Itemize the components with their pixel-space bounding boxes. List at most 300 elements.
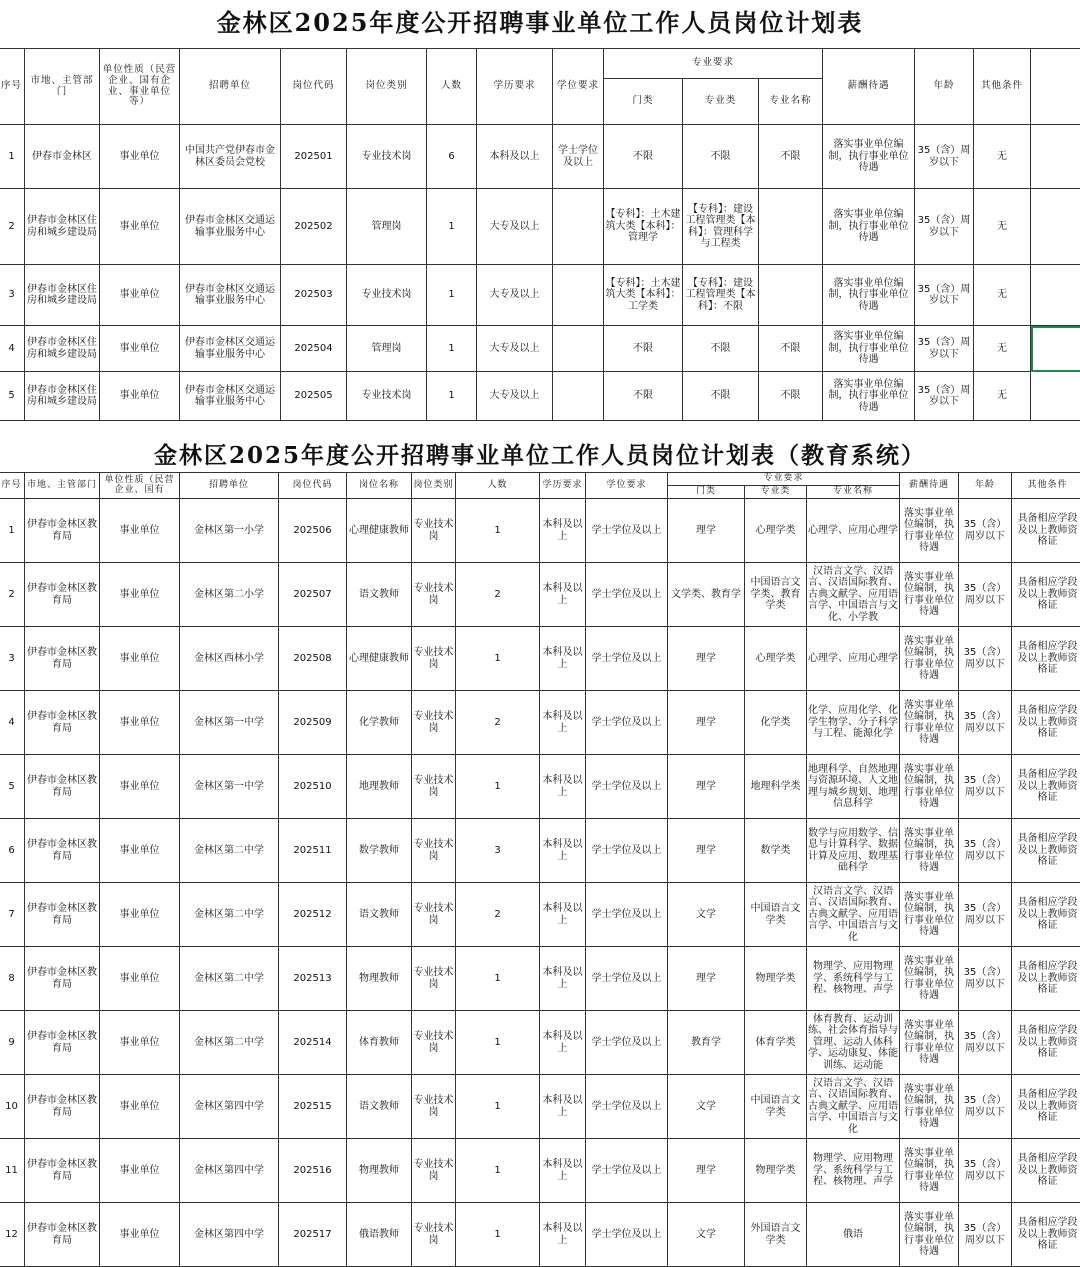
cell-salary[interactable]: 落实事业单位编制，执行事业单位待遇 bbox=[900, 691, 959, 755]
cell-count[interactable]: 1 bbox=[427, 189, 477, 265]
cell-dept[interactable]: 伊春市金林区住房和城乡建设局 bbox=[25, 189, 100, 265]
cell-nature[interactable]: 事业单位 bbox=[100, 627, 180, 691]
cell-education[interactable]: 本科及以上 bbox=[540, 819, 586, 883]
cell-category[interactable]: 专业技术岗 bbox=[347, 265, 427, 326]
cell-nature[interactable]: 事业单位 bbox=[100, 883, 180, 947]
cell-category[interactable]: 专业技术岗 bbox=[412, 947, 456, 1011]
cell-count[interactable]: 3 bbox=[456, 819, 540, 883]
cell-dept[interactable]: 伊春市金林区住房和城乡建设局 bbox=[25, 326, 100, 372]
cell-category[interactable]: 管理岗 bbox=[347, 326, 427, 372]
cell-position[interactable]: 地理教师 bbox=[347, 755, 412, 819]
cell-seq[interactable]: 2 bbox=[0, 189, 25, 265]
cell-nature[interactable]: 事业单位 bbox=[100, 189, 180, 265]
cell-other[interactable]: 无 bbox=[974, 189, 1031, 265]
header-education: 学历要求 bbox=[477, 49, 553, 125]
header-unit: 招聘单位 bbox=[180, 473, 279, 499]
cell-major-class[interactable]: 心理学类 bbox=[745, 499, 807, 563]
cell-education[interactable]: 本科及以上 bbox=[477, 125, 553, 189]
header-nature: 单位性质（民营企业、国有企业、事业单位等） bbox=[100, 49, 180, 125]
cell-seq[interactable]: 5 bbox=[0, 755, 25, 819]
cell-degree[interactable] bbox=[553, 189, 604, 265]
cell-major-class[interactable]: 【专科】：建设工程管理类【本科】：不限 bbox=[683, 265, 759, 326]
cell-age[interactable]: 35（含）周岁以下 bbox=[959, 563, 1012, 627]
cell-seq[interactable]: 4 bbox=[0, 326, 25, 372]
cell-major-class[interactable]: 中国语言文学类 bbox=[745, 883, 807, 947]
cell-salary[interactable]: 落实事业单位编制，执行事业单位待遇 bbox=[823, 125, 915, 189]
cell-major-class[interactable]: 中国语言文学类 bbox=[745, 1075, 807, 1139]
cell-dept[interactable]: 伊春市金林区住房和城乡建设局 bbox=[25, 372, 100, 421]
cell-empty[interactable] bbox=[1031, 189, 1080, 265]
cell-count[interactable]: 1 bbox=[456, 1011, 540, 1075]
cell-seq[interactable]: 7 bbox=[0, 883, 25, 947]
cell-major-class[interactable]: 不限 bbox=[683, 125, 759, 189]
cell-field[interactable]: 理学 bbox=[668, 691, 745, 755]
cell-code[interactable]: 202508 bbox=[279, 627, 347, 691]
cell-major-name[interactable]: 汉语言文学、汉语言、汉语国际教育、古典文献学、应用语言学、中国语言与文化、小学教 bbox=[807, 563, 900, 627]
cell-degree[interactable]: 学士学位及以上 bbox=[586, 883, 668, 947]
cell-seq[interactable]: 3 bbox=[0, 627, 25, 691]
cell-other[interactable]: 无 bbox=[974, 326, 1031, 372]
cell-salary[interactable]: 落实事业单位编制，执行事业单位待遇 bbox=[900, 499, 959, 563]
cell-unit[interactable]: 中国共产党伊春市金林区委员会党校 bbox=[180, 125, 281, 189]
cell-seq[interactable]: 5 bbox=[0, 372, 25, 421]
header-code: 岗位代码 bbox=[281, 49, 347, 125]
cell-other[interactable]: 具备相应学段及以上教师资格证 bbox=[1012, 819, 1080, 883]
cell-salary[interactable]: 落实事业单位编制，执行事业单位待遇 bbox=[823, 189, 915, 265]
cell-degree[interactable] bbox=[553, 326, 604, 372]
cell-seq[interactable]: 10 bbox=[0, 1075, 25, 1139]
header-nature: 单位性质（民营企业、国有 bbox=[100, 473, 180, 499]
cell-field[interactable]: 理学 bbox=[668, 499, 745, 563]
cell-code[interactable]: 202501 bbox=[281, 125, 347, 189]
cell-field[interactable]: 理学 bbox=[668, 1139, 745, 1203]
cell-field[interactable]: 理学 bbox=[668, 755, 745, 819]
cell-degree[interactable]: 学士学位及以上 bbox=[553, 125, 604, 189]
cell-degree[interactable]: 学士学位及以上 bbox=[586, 1075, 668, 1139]
cell-major-name[interactable] bbox=[759, 265, 823, 326]
cell-unit[interactable]: 伊春市金林区交通运输事业服务中心 bbox=[180, 326, 281, 372]
header-major-class: 专业类 bbox=[745, 486, 807, 499]
cell-education[interactable]: 本科及以上 bbox=[540, 1139, 586, 1203]
cell-nature[interactable]: 事业单位 bbox=[100, 125, 180, 189]
cell-unit[interactable]: 金林区第一小学 bbox=[180, 499, 279, 563]
cell-dept[interactable]: 伊春市金林区教育局 bbox=[25, 1011, 100, 1075]
cell-age[interactable]: 35（含）周岁以下 bbox=[959, 947, 1012, 1011]
cell-category[interactable]: 专业技术岗 bbox=[412, 691, 456, 755]
cell-seq[interactable]: 6 bbox=[0, 819, 25, 883]
cell-education[interactable]: 大专及以上 bbox=[477, 265, 553, 326]
cell-seq[interactable]: 3 bbox=[0, 265, 25, 326]
cell-age[interactable]: 35（含）周岁以下 bbox=[959, 1011, 1012, 1075]
cell-major-name[interactable]: 物理学、应用物理学、系统科学与工程、核物理、声学 bbox=[807, 1139, 900, 1203]
cell-field[interactable]: 【专科】：土木建筑大类【本科】：工学类 bbox=[604, 265, 683, 326]
cell-unit[interactable]: 金林区第二小学 bbox=[180, 563, 279, 627]
cell-code[interactable]: 202513 bbox=[279, 947, 347, 1011]
cell-category[interactable]: 专业技术岗 bbox=[412, 883, 456, 947]
cell-nature[interactable]: 事业单位 bbox=[100, 1203, 180, 1267]
cell-code[interactable]: 202504 bbox=[281, 326, 347, 372]
cell-salary[interactable]: 落实事业单位编制，执行事业单位待遇 bbox=[900, 947, 959, 1011]
cell-major-name[interactable]: 俄语 bbox=[807, 1203, 900, 1267]
cell-field[interactable]: 文学 bbox=[668, 1203, 745, 1267]
cell-other[interactable]: 无 bbox=[974, 265, 1031, 326]
cell-salary[interactable]: 落实事业单位编制，执行事业单位待遇 bbox=[900, 1075, 959, 1139]
cell-nature[interactable]: 事业单位 bbox=[100, 691, 180, 755]
cell-category[interactable]: 专业技术岗 bbox=[347, 372, 427, 421]
cell-dept[interactable]: 伊春市金林区教育局 bbox=[25, 499, 100, 563]
header-dept: 市地、主管部门 bbox=[25, 49, 100, 125]
cell-other[interactable]: 具备相应学段及以上教师资格证 bbox=[1012, 755, 1080, 819]
cell-count[interactable]: 1 bbox=[456, 947, 540, 1011]
table-row bbox=[0, 189, 1080, 265]
cell-unit[interactable]: 伊春市金林区交通运输事业服务中心 bbox=[180, 372, 281, 421]
header-major-req: 专业要求 bbox=[604, 49, 823, 79]
cell-nature[interactable]: 事业单位 bbox=[100, 499, 180, 563]
cell-unit[interactable]: 金林区第四中学 bbox=[180, 1075, 279, 1139]
cell-count[interactable]: 1 bbox=[427, 265, 477, 326]
cell-major-class[interactable]: 【专科】：建设工程管理类【本科】：管理科学与工程类 bbox=[683, 189, 759, 265]
header-count: 人数 bbox=[456, 473, 540, 499]
cell-other[interactable]: 具备相应学段及以上教师资格证 bbox=[1012, 1203, 1080, 1267]
cell-code[interactable]: 202511 bbox=[279, 819, 347, 883]
cell-count[interactable]: 2 bbox=[456, 691, 540, 755]
cell-major-name[interactable]: 物理学、应用物理学、系统科学与工程、核物理、声学 bbox=[807, 947, 900, 1011]
cell-age[interactable]: 35（含）周岁以下 bbox=[959, 499, 1012, 563]
cell-age[interactable]: 35（含）周岁以下 bbox=[959, 883, 1012, 947]
cell-count[interactable]: 2 bbox=[456, 563, 540, 627]
cell-dept[interactable]: 伊春市金林区教育局 bbox=[25, 691, 100, 755]
cell-major-class[interactable]: 体育学类 bbox=[745, 1011, 807, 1075]
cell-degree[interactable]: 学士学位及以上 bbox=[586, 499, 668, 563]
cell-unit[interactable]: 金林区第二中学 bbox=[180, 883, 279, 947]
cell-seq[interactable]: 1 bbox=[0, 499, 25, 563]
cell-other[interactable]: 具备相应学段及以上教师资格证 bbox=[1012, 691, 1080, 755]
cell-salary[interactable]: 落实事业单位编制，执行事业单位待遇 bbox=[823, 326, 915, 372]
cell-category[interactable]: 专业技术岗 bbox=[412, 1139, 456, 1203]
cell-salary[interactable]: 落实事业单位编制，执行事业单位待遇 bbox=[900, 627, 959, 691]
cell-major-class[interactable]: 化学类 bbox=[745, 691, 807, 755]
cell-unit[interactable]: 金林区第二中学 bbox=[180, 947, 279, 1011]
cell-degree[interactable]: 学士学位及以上 bbox=[586, 1011, 668, 1075]
cell-category[interactable]: 专业技术岗 bbox=[412, 499, 456, 563]
cell-education[interactable]: 本科及以上 bbox=[540, 691, 586, 755]
cell-other[interactable]: 具备相应学段及以上教师资格证 bbox=[1012, 1075, 1080, 1139]
cell-count[interactable]: 1 bbox=[456, 1075, 540, 1139]
cell-dept[interactable]: 伊春市金林区教育局 bbox=[25, 627, 100, 691]
cell-position[interactable]: 语文教师 bbox=[347, 883, 412, 947]
cell-count[interactable]: 1 bbox=[456, 1139, 540, 1203]
cell-major-name[interactable]: 化学、应用化学、化学生物学、分子科学与工程、能源化学 bbox=[807, 691, 900, 755]
cell-education[interactable]: 本科及以上 bbox=[540, 947, 586, 1011]
cell-other[interactable]: 具备相应学段及以上教师资格证 bbox=[1012, 499, 1080, 563]
cell-count[interactable]: 1 bbox=[456, 755, 540, 819]
cell-education[interactable]: 本科及以上 bbox=[540, 1203, 586, 1267]
cell-major-name[interactable]: 汉语言文学、汉语言、汉语国际教育、古典文献学、应用语言学、中国语言与文化 bbox=[807, 883, 900, 947]
cell-category[interactable]: 专业技术岗 bbox=[412, 1011, 456, 1075]
cell-count[interactable]: 1 bbox=[427, 326, 477, 372]
cell-category[interactable]: 管理岗 bbox=[347, 189, 427, 265]
cell-nature[interactable]: 事业单位 bbox=[100, 265, 180, 326]
cell-major-class[interactable]: 不限 bbox=[683, 326, 759, 372]
cell-education[interactable]: 本科及以上 bbox=[540, 755, 586, 819]
cell-count[interactable]: 1 bbox=[456, 627, 540, 691]
header-code: 岗位代码 bbox=[279, 473, 347, 499]
cell-education[interactable]: 大专及以上 bbox=[477, 189, 553, 265]
cell-unit[interactable]: 金林区第二中学 bbox=[180, 1011, 279, 1075]
cell-age[interactable]: 35（含）周岁以下 bbox=[959, 755, 1012, 819]
cell-count[interactable]: 1 bbox=[456, 1203, 540, 1267]
cell-empty[interactable] bbox=[1031, 326, 1080, 372]
cell-age[interactable]: 35（含）周岁以下 bbox=[915, 265, 974, 326]
table-row bbox=[0, 1203, 1080, 1267]
cell-empty[interactable] bbox=[1031, 125, 1080, 189]
cell-category[interactable]: 专业技术岗 bbox=[412, 755, 456, 819]
cell-major-name[interactable]: 不限 bbox=[759, 372, 823, 421]
cell-education[interactable]: 本科及以上 bbox=[540, 499, 586, 563]
cell-category[interactable]: 专业技术岗 bbox=[347, 125, 427, 189]
cell-position[interactable]: 心理健康教师 bbox=[347, 627, 412, 691]
header-age: 年龄 bbox=[915, 49, 974, 125]
cell-unit[interactable]: 金林区第一中学 bbox=[180, 755, 279, 819]
cell-empty[interactable] bbox=[1031, 265, 1080, 326]
cell-seq[interactable]: 2 bbox=[0, 563, 25, 627]
cell-dept[interactable]: 伊春市金林区教育局 bbox=[25, 1139, 100, 1203]
cell-other[interactable]: 具备相应学段及以上教师资格证 bbox=[1012, 1011, 1080, 1075]
cell-dept[interactable]: 伊春市金林区教育局 bbox=[25, 563, 100, 627]
cell-age[interactable]: 35（含）周岁以下 bbox=[915, 189, 974, 265]
cell-degree[interactable]: 学士学位及以上 bbox=[586, 819, 668, 883]
cell-field[interactable]: 理学 bbox=[668, 627, 745, 691]
cell-dept[interactable]: 伊春市金林区教育局 bbox=[25, 947, 100, 1011]
cell-code[interactable]: 202516 bbox=[279, 1139, 347, 1203]
cell-field[interactable]: 不限 bbox=[604, 125, 683, 189]
table-row bbox=[0, 627, 1080, 691]
cell-nature[interactable]: 事业单位 bbox=[100, 947, 180, 1011]
cell-salary[interactable]: 落实事业单位编制，执行事业单位待遇 bbox=[900, 1139, 959, 1203]
cell-education[interactable]: 本科及以上 bbox=[540, 627, 586, 691]
cell-code[interactable]: 202503 bbox=[281, 265, 347, 326]
cell-field[interactable]: 不限 bbox=[604, 326, 683, 372]
table-row bbox=[0, 326, 1080, 372]
cell-seq[interactable]: 11 bbox=[0, 1139, 25, 1203]
cell-code[interactable]: 202517 bbox=[279, 1203, 347, 1267]
cell-unit[interactable]: 金林区第四中学 bbox=[180, 1139, 279, 1203]
cell-education[interactable]: 本科及以上 bbox=[540, 563, 586, 627]
cell-degree[interactable]: 学士学位及以上 bbox=[586, 1203, 668, 1267]
cell-unit[interactable]: 金林区西林小学 bbox=[180, 627, 279, 691]
cell-seq[interactable]: 8 bbox=[0, 947, 25, 1011]
cell-salary[interactable]: 落实事业单位编制，执行事业单位待遇 bbox=[823, 265, 915, 326]
table-row bbox=[0, 947, 1080, 1011]
cell-major-name[interactable]: 不限 bbox=[759, 125, 823, 189]
cell-unit[interactable]: 伊春市金林区交通运输事业服务中心 bbox=[180, 189, 281, 265]
cell-dept[interactable]: 伊春市金林区教育局 bbox=[25, 819, 100, 883]
cell-age[interactable]: 35（含）周岁以下 bbox=[959, 691, 1012, 755]
cell-age[interactable]: 35（含）周岁以下 bbox=[915, 372, 974, 421]
cell-seq[interactable]: 9 bbox=[0, 1011, 25, 1075]
cell-other[interactable]: 具备相应学段及以上教师资格证 bbox=[1012, 1139, 1080, 1203]
cell-unit[interactable]: 金林区第四中学 bbox=[180, 1203, 279, 1267]
cell-count[interactable]: 1 bbox=[427, 372, 477, 421]
cell-nature[interactable]: 事业单位 bbox=[100, 326, 180, 372]
cell-major-class[interactable]: 外国语言文学类 bbox=[745, 1203, 807, 1267]
cell-major-class[interactable]: 物理学类 bbox=[745, 947, 807, 1011]
cell-major-class[interactable]: 地理科学类 bbox=[745, 755, 807, 819]
cell-education[interactable]: 本科及以上 bbox=[540, 1011, 586, 1075]
header-major-name: 专业名称 bbox=[807, 486, 900, 499]
cell-major-class[interactable]: 中国语言文学类、教育学类 bbox=[745, 563, 807, 627]
cell-dept[interactable]: 伊春市金林区教育局 bbox=[25, 1203, 100, 1267]
cell-dept[interactable]: 伊春市金林区教育局 bbox=[25, 1075, 100, 1139]
cell-position[interactable]: 心理健康教师 bbox=[347, 499, 412, 563]
cell-salary[interactable]: 落实事业单位编制，执行事业单位待遇 bbox=[900, 1203, 959, 1267]
cell-field[interactable]: 教育学 bbox=[668, 1011, 745, 1075]
cell-major-name[interactable]: 地理科学、自然地理与资源环境、人文地理与城乡规划、地理信息科学 bbox=[807, 755, 900, 819]
cell-position[interactable]: 语文教师 bbox=[347, 563, 412, 627]
cell-age[interactable]: 35（含）周岁以下 bbox=[915, 125, 974, 189]
cell-unit[interactable]: 金林区第二中学 bbox=[180, 819, 279, 883]
cell-code[interactable]: 202514 bbox=[279, 1011, 347, 1075]
table1-title: 金林区2025年度公开招聘事业单位工作人员岗位计划表 bbox=[216, 8, 864, 37]
cell-degree[interactable] bbox=[553, 265, 604, 326]
cell-category[interactable]: 专业技术岗 bbox=[412, 627, 456, 691]
cell-code[interactable]: 202510 bbox=[279, 755, 347, 819]
cell-education[interactable]: 大专及以上 bbox=[477, 372, 553, 421]
cell-category[interactable]: 专业技术岗 bbox=[412, 1075, 456, 1139]
cell-code[interactable]: 202505 bbox=[281, 372, 347, 421]
cell-category[interactable]: 专业技术岗 bbox=[412, 563, 456, 627]
cell-count[interactable]: 1 bbox=[456, 499, 540, 563]
cell-unit[interactable]: 伊春市金林区交通运输事业服务中心 bbox=[180, 265, 281, 326]
cell-education[interactable]: 本科及以上 bbox=[540, 883, 586, 947]
cell-age[interactable]: 35（含）周岁以下 bbox=[959, 1203, 1012, 1267]
header-other: 其他条件 bbox=[974, 49, 1031, 125]
cell-major-class[interactable]: 不限 bbox=[683, 372, 759, 421]
cell-nature[interactable]: 事业单位 bbox=[100, 819, 180, 883]
cell-position[interactable]: 体育教师 bbox=[347, 1011, 412, 1075]
cell-code[interactable]: 202509 bbox=[279, 691, 347, 755]
cell-dept[interactable]: 伊春市金林区教育局 bbox=[25, 883, 100, 947]
cell-degree[interactable]: 学士学位及以上 bbox=[586, 1139, 668, 1203]
cell-nature[interactable]: 事业单位 bbox=[100, 563, 180, 627]
cell-degree[interactable]: 学士学位及以上 bbox=[586, 947, 668, 1011]
cell-seq[interactable]: 12 bbox=[0, 1203, 25, 1267]
cell-count[interactable]: 2 bbox=[456, 883, 540, 947]
header-education: 学历要求 bbox=[540, 473, 586, 499]
cell-major-name[interactable]: 汉语言文学、汉语言、汉语国际教育、古典文献学、应用语言学、中国语言与文化 bbox=[807, 1075, 900, 1139]
cell-category[interactable]: 专业技术岗 bbox=[412, 1203, 456, 1267]
header-field: 门类 bbox=[604, 79, 683, 125]
cell-field[interactable]: 文学 bbox=[668, 883, 745, 947]
cell-position[interactable]: 数学教师 bbox=[347, 819, 412, 883]
cell-field[interactable]: 文学类、教育学 bbox=[668, 563, 745, 627]
cell-code[interactable]: 202506 bbox=[279, 499, 347, 563]
cell-field[interactable]: 理学 bbox=[668, 947, 745, 1011]
cell-major-name[interactable]: 心理学、应用心理学 bbox=[807, 627, 900, 691]
cell-dept[interactable]: 伊春市金林区住房和城乡建设局 bbox=[25, 265, 100, 326]
cell-empty[interactable] bbox=[1031, 372, 1080, 421]
cell-code[interactable]: 202515 bbox=[279, 1075, 347, 1139]
cell-position[interactable]: 俄语教师 bbox=[347, 1203, 412, 1267]
cell-code[interactable]: 202502 bbox=[281, 189, 347, 265]
cell-nature[interactable]: 事业单位 bbox=[100, 1011, 180, 1075]
cell-major-name[interactable]: 数学与应用数学、信息与计算科学、数据计算及应用、数理基础科学 bbox=[807, 819, 900, 883]
cell-major-name[interactable] bbox=[759, 189, 823, 265]
header-major-req: 专业要求 bbox=[668, 473, 900, 486]
cell-age[interactable]: 35（含）周岁以下 bbox=[959, 819, 1012, 883]
header-count: 人数 bbox=[427, 49, 477, 125]
cell-major-name[interactable]: 体育教育、运动训练、社会体育指导与管理、运动人体科学、运动康复、体能训练、运动能 bbox=[807, 1011, 900, 1075]
cell-major-class[interactable]: 物理学类 bbox=[745, 1139, 807, 1203]
cell-education[interactable]: 大专及以上 bbox=[477, 326, 553, 372]
cell-unit[interactable]: 金林区第一中学 bbox=[180, 691, 279, 755]
cell-code[interactable]: 202512 bbox=[279, 883, 347, 947]
cell-salary[interactable]: 落实事业单位编制，执行事业单位待遇 bbox=[900, 755, 959, 819]
cell-degree[interactable]: 学士学位及以上 bbox=[586, 691, 668, 755]
cell-degree[interactable]: 学士学位及以上 bbox=[586, 755, 668, 819]
table-row bbox=[0, 755, 1080, 819]
cell-other[interactable]: 无 bbox=[974, 372, 1031, 421]
cell-field[interactable]: 文学 bbox=[668, 1075, 745, 1139]
cell-other[interactable]: 具备相应学段及以上教师资格证 bbox=[1012, 563, 1080, 627]
cell-position[interactable]: 语文教师 bbox=[347, 1075, 412, 1139]
cell-category[interactable]: 专业技术岗 bbox=[412, 819, 456, 883]
cell-major-class[interactable]: 心理学类 bbox=[745, 627, 807, 691]
cell-nature[interactable]: 事业单位 bbox=[100, 372, 180, 421]
cell-salary[interactable]: 落实事业单位编制，执行事业单位待遇 bbox=[900, 819, 959, 883]
cell-salary[interactable]: 落实事业单位编制，执行事业单位待遇 bbox=[900, 1011, 959, 1075]
table-row bbox=[0, 819, 1080, 883]
cell-seq[interactable]: 1 bbox=[0, 125, 25, 189]
cell-position[interactable]: 物理教师 bbox=[347, 1139, 412, 1203]
header-degree: 学位要求 bbox=[586, 473, 668, 499]
cell-field[interactable]: 理学 bbox=[668, 819, 745, 883]
cell-position[interactable]: 化学教师 bbox=[347, 691, 412, 755]
cell-field[interactable]: 不限 bbox=[604, 372, 683, 421]
cell-major-name[interactable]: 心理学、应用心理学 bbox=[807, 499, 900, 563]
cell-degree[interactable] bbox=[553, 372, 604, 421]
cell-salary[interactable]: 落实事业单位编制，执行事业单位待遇 bbox=[823, 372, 915, 421]
cell-other[interactable]: 具备相应学段及以上教师资格证 bbox=[1012, 627, 1080, 691]
cell-count[interactable]: 6 bbox=[427, 125, 477, 189]
cell-code[interactable]: 202507 bbox=[279, 563, 347, 627]
cell-dept[interactable]: 伊春市金林区教育局 bbox=[25, 755, 100, 819]
cell-nature[interactable]: 事业单位 bbox=[100, 1139, 180, 1203]
cell-nature[interactable]: 事业单位 bbox=[100, 1075, 180, 1139]
cell-field[interactable]: 【专科】：土木建筑大类【本科】：管理学 bbox=[604, 189, 683, 265]
cell-salary[interactable]: 落实事业单位编制，执行事业单位待遇 bbox=[900, 563, 959, 627]
cell-education[interactable]: 本科及以上 bbox=[540, 1075, 586, 1139]
cell-position[interactable]: 物理教师 bbox=[347, 947, 412, 1011]
cell-age[interactable]: 35（含）周岁以下 bbox=[915, 326, 974, 372]
cell-other[interactable]: 具备相应学段及以上教师资格证 bbox=[1012, 883, 1080, 947]
cell-age[interactable]: 35（含）周岁以下 bbox=[959, 627, 1012, 691]
cell-major-name[interactable]: 不限 bbox=[759, 326, 823, 372]
cell-dept[interactable]: 伊春市金林区 bbox=[25, 125, 100, 189]
cell-major-class[interactable]: 数学类 bbox=[745, 819, 807, 883]
recruitment-table bbox=[0, 48, 1080, 421]
cell-degree[interactable]: 学士学位及以上 bbox=[586, 627, 668, 691]
cell-age[interactable]: 35（含）周岁以下 bbox=[959, 1075, 1012, 1139]
cell-seq[interactable]: 4 bbox=[0, 691, 25, 755]
cell-salary[interactable]: 落实事业单位编制，执行事业单位待遇 bbox=[900, 883, 959, 947]
cell-other[interactable]: 具备相应学段及以上教师资格证 bbox=[1012, 947, 1080, 1011]
cell-degree[interactable]: 学士学位及以上 bbox=[586, 563, 668, 627]
cell-nature[interactable]: 事业单位 bbox=[100, 755, 180, 819]
cell-age[interactable]: 35（含）周岁以下 bbox=[959, 1139, 1012, 1203]
cell-other[interactable]: 无 bbox=[974, 125, 1031, 189]
table-row bbox=[0, 691, 1080, 755]
